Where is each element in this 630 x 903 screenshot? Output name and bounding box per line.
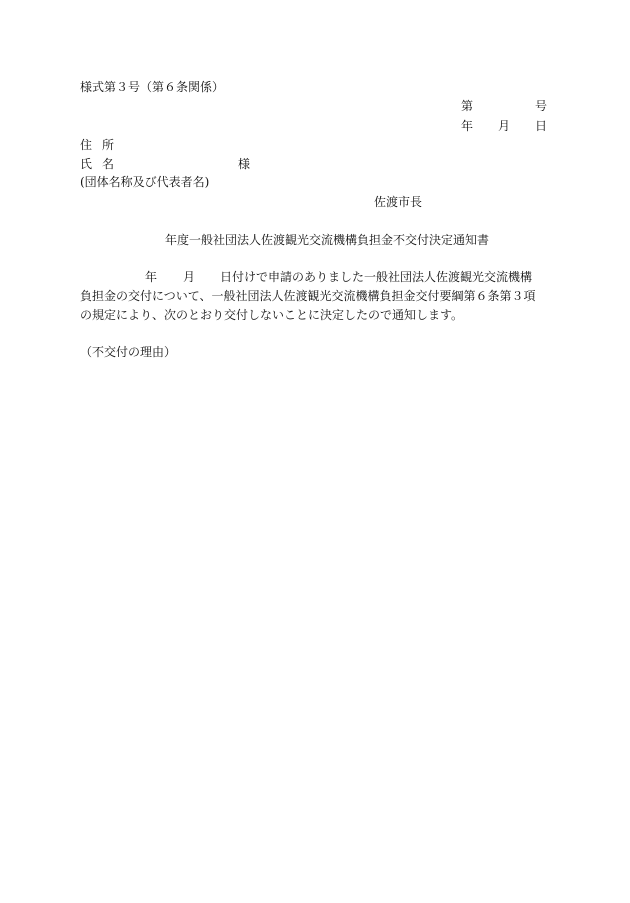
address-label-char-2: 所 [102, 138, 115, 152]
reason-heading: （不交付の理由） [80, 345, 177, 359]
form-number: 様式第３号（第６条関係） [80, 80, 225, 94]
honorific: 様 [238, 157, 251, 171]
organization-note: (団体名称及び代表者名) [80, 175, 210, 189]
date-year: 年 [461, 119, 474, 133]
issuer-name: 佐渡市長 [374, 195, 423, 209]
body-year: 年 [145, 270, 158, 284]
body-line-3: の規定により、次のとおり交付しないことに決定したので通知します。 [80, 308, 464, 322]
name-label-char-2: 名 [102, 157, 115, 171]
date-day: 日 [535, 119, 548, 133]
body-line-1-text: 日付けで申請のありました一般社団法人佐渡観光交流機構 [220, 270, 533, 284]
address-label-char-1: 住 [80, 138, 93, 152]
doc-number-suffix: 号 [535, 99, 548, 113]
body-month: 月 [183, 270, 196, 284]
date-month: 月 [498, 119, 511, 133]
body-line-2: 負担金の交付について、一般社団法人佐渡観光交流機構負担金交付要綱第６条第３項 [80, 289, 536, 303]
name-label-char-1: 氏 [80, 157, 93, 171]
doc-number-prefix: 第 [461, 99, 474, 113]
document-title: 年度一般社団法人佐渡観光交流機構負担金不交付決定通知書 [165, 233, 490, 247]
